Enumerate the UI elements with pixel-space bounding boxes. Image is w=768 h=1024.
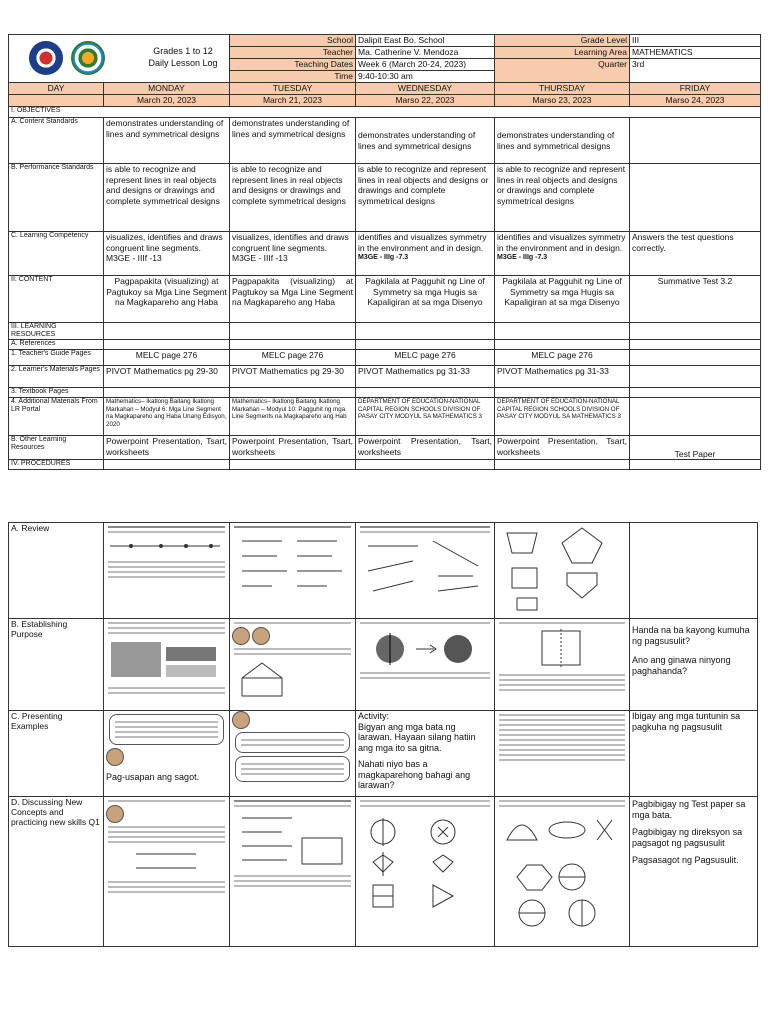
other-resources-label: B. Other Learning Resources bbox=[9, 436, 104, 460]
lm-cell: PIVOT Mathematics pg 29-30 bbox=[104, 366, 230, 388]
purpose-worksheet-image bbox=[230, 619, 356, 711]
tg-cell: MELC page 276 bbox=[356, 350, 495, 366]
learning-competency-label: C. Learning Competency bbox=[9, 232, 104, 276]
lm-cell: PIVOT Mathematics pg 31-33 bbox=[495, 366, 630, 388]
review-friday-cell bbox=[630, 523, 758, 619]
performance-standard-cell: is able to recognize and represent lines in real objects and designs or drawings and complete symmetrical designs bbox=[356, 164, 495, 232]
day-label: DAY bbox=[9, 83, 104, 95]
folded-paper-icon bbox=[497, 627, 625, 669]
content-standards-label: A. Content Standards bbox=[9, 118, 104, 164]
day-friday: FRIDAY bbox=[630, 83, 761, 95]
content-cell: Pagpapakita (visualizing) at Pagtukoy sa Mga Line Segment na Magkapareho ang Haba bbox=[104, 276, 230, 323]
competency-cell: identifies and visualizes symmetry in the environment and in design. M3GE - IIIg -7.3 bbox=[495, 232, 630, 276]
segments-diagram-icon bbox=[106, 846, 224, 876]
additional-cell: DEPARTMENT OF EDUCATION-NATIONAL CAPITAL REGION SCHOOLS DIVISION OF PASAY CITY MODYUL SA MATHEMATICS 3 bbox=[495, 398, 630, 436]
teachers-guide-label: 1. Teacher's Guide Pages bbox=[9, 350, 104, 366]
performance-standard-cell: is able to recognize and represent lines in real objects and designs or drawings and complete symmetrical designs bbox=[104, 164, 230, 232]
discussing-worksheet-image bbox=[495, 797, 630, 947]
watermelon-picture-icon bbox=[358, 627, 488, 667]
speech-bubble bbox=[235, 732, 350, 753]
presenting-caption: Pag-usapan ang sagot. bbox=[106, 772, 200, 782]
presenting-label: C. Presenting Examples bbox=[9, 711, 104, 797]
lines-diagram-icon bbox=[358, 536, 488, 596]
discussing-friday-cell: Pagbibigay ng Test paper sa mga bata. Pagbibigay ng direksyon sa pagsagot ng pagsusulit Pagsasagot ng Pagsusulit. bbox=[630, 797, 758, 947]
content-cell: Pagkilala at Pagguhit ng Line of Symmetry sa mga Hugis sa Kapaligiran at sa mga Disenyo bbox=[495, 276, 630, 323]
date-monday: March 20, 2023 bbox=[104, 95, 230, 107]
form-title: Grades 1 to 12 Daily Lesson Log bbox=[148, 46, 218, 68]
date-friday: Marso 24, 2023 bbox=[630, 95, 761, 107]
student-avatar-icon bbox=[106, 748, 124, 766]
school-label: School bbox=[230, 35, 356, 47]
content-cell: Pagkilala at Pagguhit ng Line of Symmetry sa mga Hugis sa Kapaligiran at sa mga Disenyo bbox=[356, 276, 495, 323]
additional-cell bbox=[630, 398, 761, 436]
day-wednesday: WEDNESDAY bbox=[356, 83, 495, 95]
content-standard-cell bbox=[630, 118, 761, 164]
purpose-worksheet-image bbox=[104, 619, 230, 711]
content-standard-cell: demonstrates understanding of lines and symmetrical designs bbox=[495, 118, 630, 164]
content-standard-cell: demonstrates understanding of lines and symmetrical designs bbox=[104, 118, 230, 164]
purpose-label: B. Establishing Purpose bbox=[9, 619, 104, 711]
competency-cell: identifies and visualizes symmetry in the environment and in design. M3GE - IIIg -7.3 bbox=[356, 232, 495, 276]
additional-cell: Mathematics– Ikatlong Baitang Ikatlong Markahan – Modyul 6: Mga Line Segment na Magkapareho ang Haba Unang Edisyon, 2020 bbox=[104, 398, 230, 436]
performance-standard-cell bbox=[630, 164, 761, 232]
additional-cell: Mathematics– Ikatlong Baitang Ikatlong Markahan – Modyul 10: Pagguhit ng mga Line Segments na Magkapareho ang Hab bbox=[230, 398, 356, 436]
discussing-worksheet-image bbox=[104, 797, 230, 947]
other-cell: Powerpoint Presentation, Tsart, worksheets bbox=[495, 436, 630, 460]
content-cell: Pagpapakita (visualizing) at Pagtukoy sa Mga Line Segment na Magkapareho ang Haba bbox=[230, 276, 356, 323]
references-label: A. References bbox=[9, 340, 104, 350]
content-cell: Summative Test 3.2 bbox=[630, 276, 761, 323]
dates-label: Teaching Dates bbox=[230, 59, 356, 71]
discussing-label: D. Discussing New Concepts and practicing new skills Q1 bbox=[9, 797, 104, 947]
presenting-friday-cell: Ibigay ang mga tuntunin sa pagkuha ng pagsusulit bbox=[630, 711, 758, 797]
competency-cell: visualizes, identifies and draws congruent line segments. M3GE - IIIf -13 bbox=[230, 232, 356, 276]
learning-resources-label: III. LEARNING RESOURCES bbox=[9, 323, 104, 340]
objectives-heading: I. OBJECTIVES bbox=[9, 107, 761, 118]
ladder-drawing-icon bbox=[232, 658, 350, 698]
presenting-activity-cell: Activity: Bigyan ang mga bata ng larawan. Hayaan silang hatiin ang mga ito sa gitna. Nahati niyo bas a magkaparehong bahagi ang larawan? bbox=[356, 711, 495, 797]
dates-value: Week 6 (March 20-24, 2023) bbox=[356, 59, 495, 71]
symmetry-objects-icon bbox=[497, 810, 625, 930]
line-diagram-icon bbox=[106, 536, 224, 556]
school-logo-icon bbox=[71, 41, 105, 75]
procedures-label: IV. PROCEDURES bbox=[9, 460, 104, 470]
discussing-worksheet-image bbox=[230, 797, 356, 947]
review-label: A. Review bbox=[9, 523, 104, 619]
tg-cell: MELC page 276 bbox=[495, 350, 630, 366]
day-monday: MONDAY bbox=[104, 83, 230, 95]
content-standard-cell: demonstrates understanding of lines and symmetrical designs bbox=[356, 118, 495, 164]
deped-seal-icon bbox=[29, 41, 63, 75]
learners-materials-label: 2. Learner's Materials Pages bbox=[9, 366, 104, 388]
presenting-worksheet-image bbox=[230, 711, 356, 797]
grade-label: Grade Level bbox=[495, 35, 630, 47]
presenting-worksheet-image bbox=[495, 711, 630, 797]
grade-value: III bbox=[630, 35, 761, 47]
date-thursday: Marso 23, 2023 bbox=[495, 95, 630, 107]
performance-standards-label: B. Performance Standards bbox=[9, 164, 104, 232]
other-cell: Powerpoint Presentation, Tsart, worksheets bbox=[356, 436, 495, 460]
other-cell: Powerpoint Presentation, Tsart, worksheets bbox=[104, 436, 230, 460]
additional-materials-label: 4. Additional Materials From LR Portal bbox=[9, 398, 104, 436]
review-worksheet-image bbox=[104, 523, 230, 619]
tg-cell: MELC page 276 bbox=[104, 350, 230, 366]
textbook-label: 3. Textbook Pages bbox=[9, 388, 104, 398]
day-thursday: THURSDAY bbox=[495, 83, 630, 95]
date-tuesday: March 21, 2023 bbox=[230, 95, 356, 107]
symmetry-shapes-icon bbox=[497, 523, 625, 615]
student-avatar-icon bbox=[232, 711, 250, 729]
other-cell: Powerpoint Presentation, Tsart, worksheets bbox=[230, 436, 356, 460]
quarter-value: 3rd bbox=[630, 59, 761, 83]
lm-cell bbox=[630, 366, 761, 388]
purpose-friday-cell: Handa na ba kayong kumuha ng pagsusulit? Ano ang ginawa ninyong paghahanda? bbox=[630, 619, 758, 711]
tg-cell bbox=[630, 350, 761, 366]
symmetry-figures-icon bbox=[358, 810, 488, 920]
school-value: Dalipit East Bo. School bbox=[356, 35, 495, 47]
performance-standard-cell: is able to recognize and represent lines in real objects and designs or drawings and complete symmetrical designs bbox=[230, 164, 356, 232]
speech-bubble bbox=[235, 756, 350, 782]
segments-diagram-icon bbox=[232, 531, 350, 601]
competency-cell: visualizes, identifies and draws congruent line segments. M3GE - IIIf -13 bbox=[104, 232, 230, 276]
competency-code: M3GE - IIIg -7.3 bbox=[358, 254, 409, 261]
time-label: Time bbox=[230, 71, 356, 83]
competency-cell: Answers the test questions correctly. bbox=[630, 232, 761, 276]
area-label: Learning Area bbox=[495, 47, 630, 59]
review-worksheet-image bbox=[230, 523, 356, 619]
performance-standard-cell: is able to recognize and represent lines in real objects and designs or drawings and complete symmetrical designs bbox=[495, 164, 630, 232]
content-label: II. CONTENT bbox=[9, 276, 104, 323]
tg-cell: MELC page 276 bbox=[230, 350, 356, 366]
time-value: 9:40-10:30 am bbox=[356, 71, 495, 83]
student-avatar-icon bbox=[252, 627, 270, 645]
other-cell: Test Paper bbox=[630, 436, 761, 460]
presenting-worksheet bbox=[104, 711, 230, 797]
teacher-label: Teacher bbox=[230, 47, 356, 59]
purpose-worksheet-image bbox=[495, 619, 630, 711]
student-avatar-icon bbox=[106, 805, 124, 823]
lm-cell: PIVOT Mathematics pg 29-30 bbox=[230, 366, 356, 388]
segments-diagram-icon bbox=[232, 810, 350, 870]
review-worksheet-image bbox=[356, 523, 495, 619]
lm-cell: PIVOT Mathematics pg 31-33 bbox=[356, 366, 495, 388]
additional-cell: DEPARTMENT OF EDUCATION-NATIONAL CAPITAL REGION SCHOOLS DIVISION OF PASAY CITY MODYUL SA MATHEMATICS 3 bbox=[356, 398, 495, 436]
quarter-label: Quarter bbox=[495, 59, 630, 83]
objects-picture-icon bbox=[106, 637, 224, 682]
discussing-worksheet-image bbox=[356, 797, 495, 947]
teacher-value: Ma. Catherine V. Mendoza bbox=[356, 47, 495, 59]
purpose-worksheet-image bbox=[356, 619, 495, 711]
date-wednesday: Marso 22, 2023 bbox=[356, 95, 495, 107]
content-standard-cell: demonstrates understanding of lines and symmetrical designs bbox=[230, 118, 356, 164]
competency-code: M3GE - IIIg -7.3 bbox=[497, 254, 548, 261]
review-worksheet-image bbox=[495, 523, 630, 619]
lesson-log-table bbox=[8, 34, 761, 470]
student-avatar-icon bbox=[232, 627, 250, 645]
school-header bbox=[9, 35, 230, 83]
speech-bubble bbox=[109, 714, 224, 745]
day-tuesday: TUESDAY bbox=[230, 83, 356, 95]
procedures-table bbox=[8, 522, 758, 947]
area-value: MATHEMATICS bbox=[630, 47, 761, 59]
